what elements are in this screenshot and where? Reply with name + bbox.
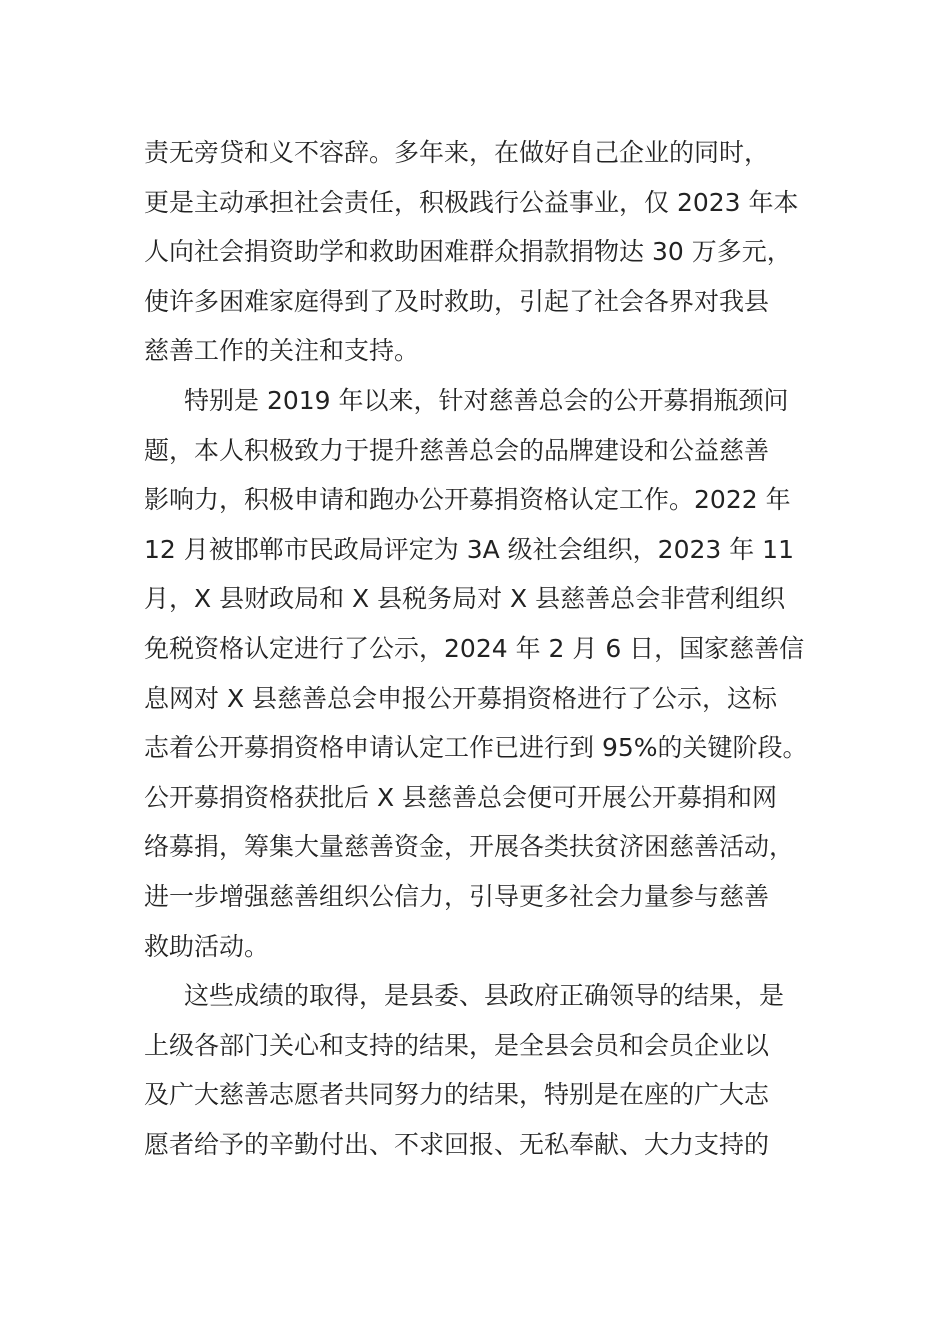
text-line: 月，X 县财政局和 X 县税务局对 X 县慈善总会非营利组织: [144, 584, 786, 614]
text-line: 责无旁贷和义不容辞。多年来，在做好自己企业的同时，: [144, 138, 770, 167]
paragraph-start-line: 特别是 2019 年以来，针对慈善总会的公开募捐瓶颈问: [184, 385, 789, 415]
text-line: 影响力，积极申请和跑办公开募捐资格认定工作。2022 年: [144, 485, 791, 515]
text-line: 络募捐，筹集大量慈善资金，开展各类扶贫济困慈善活动，: [144, 832, 795, 862]
body-text: [144, 128, 824, 1169]
text-line: 更是主动承担社会责任，积极践行公益事业，仅 2023 年本: [144, 187, 799, 217]
text-line: 题，本人积极致力于提升慈善总会的品牌建设和公益慈善: [144, 435, 770, 465]
text-line: 救助活动。: [144, 931, 270, 961]
text-line: 慈善工作的关注和支持。: [144, 336, 420, 366]
text-line: 上级各部门关心和支持的结果，是全县会员和会员企业以: [144, 1030, 770, 1060]
text-line: 免税资格认定进行了公示，2024 年 2 月 6 日，国家慈善信: [144, 633, 805, 663]
text-line: 愿者给予的辛勤付出、不求回报、无私奉献、大力支持的: [144, 1129, 770, 1159]
text-line: 志着公开募捐资格申请认定工作已进行到 95%的关键阶段。: [144, 733, 808, 763]
text-line: 进一步增强慈善组织公信力，引导更多社会力量参与慈善: [144, 881, 770, 911]
text-line: 及广大慈善志愿者共同努力的结果，特别是在座的广大志: [144, 1080, 770, 1110]
text-line: 公开募捐资格获批后 X 县慈善总会便可开展公开募捐和网: [144, 782, 778, 812]
text-line: 息网对 X 县慈善总会申报公开募捐资格进行了公示，这标: [144, 683, 778, 713]
paragraph-start-line: 这些成绩的取得，是县委、县政府正确领导的结果，是: [184, 981, 785, 1011]
text-line: 12 月被邯郸市民政局评定为 3A 级社会组织，2023 年 11: [144, 534, 794, 564]
text-line: 人向社会捐资助学和救助困难群众捐款捐物达 30 万多元，: [144, 237, 792, 267]
text-line: 使许多困难家庭得到了及时救助，引起了社会各界对我县: [144, 286, 770, 316]
